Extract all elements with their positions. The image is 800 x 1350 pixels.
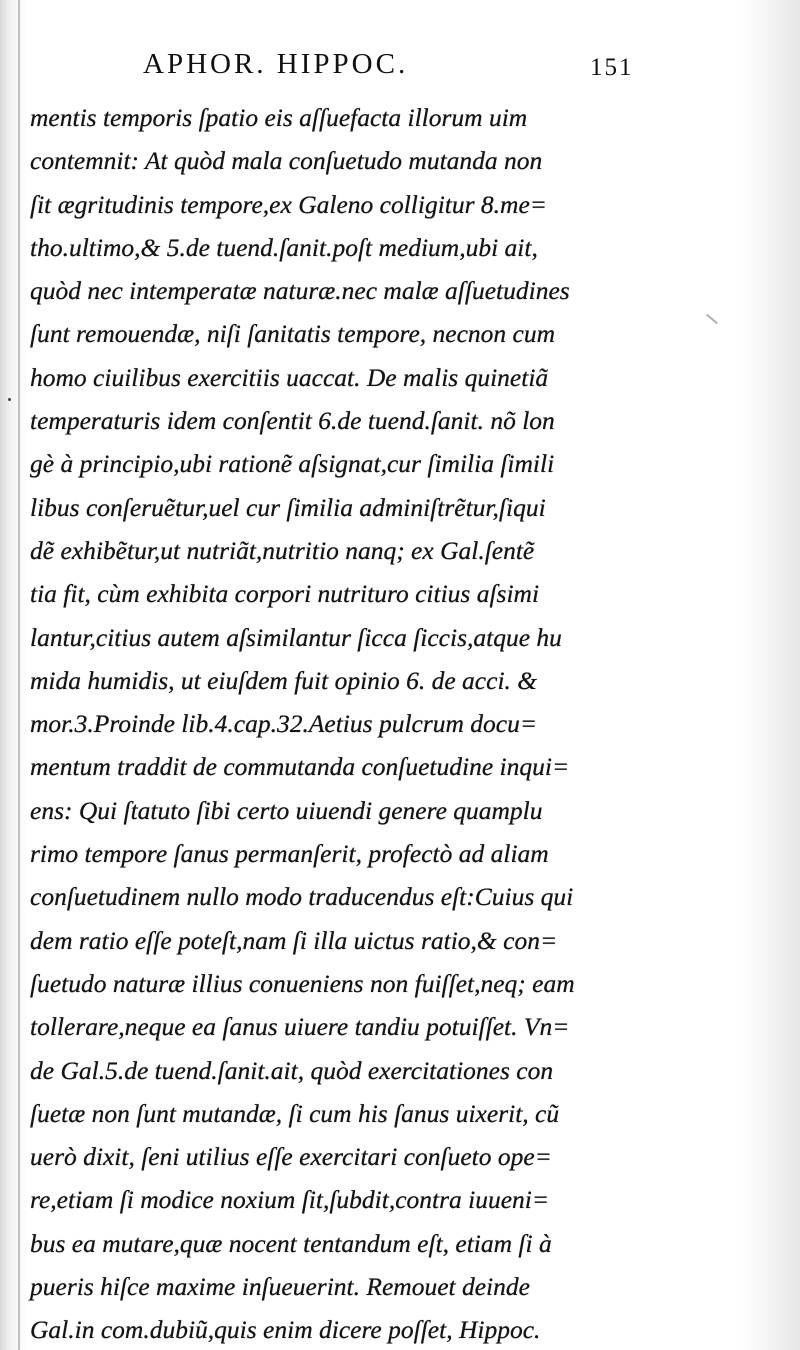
text-line: de Gal.5.de tuend.ſanit.ait, quòd exercitationes con	[30, 1055, 554, 1085]
text-line: conſuetudinem nullo modo traducendus eſt:Cuius qui	[30, 882, 574, 912]
text-line: ſit ægritudinis tempore,ex Galeno colligitur 8.me=	[30, 189, 547, 219]
body-text	[30, 96, 690, 1350]
text-line: pueris hiſce maxime inſueuerint. Remouet deinde	[30, 1272, 530, 1302]
text-line: contemnit: At quòd mala conſuetudo mutanda non	[30, 146, 543, 176]
page-number: 151	[590, 54, 634, 81]
page-header	[0, 48, 800, 92]
text-line: mor.3.Proinde lib.4.cap.32.Aetius pulcrum docu=	[30, 709, 538, 739]
text-line: lantur,citius autem aſsimilantur ſicca ſiccis,atque hu	[30, 622, 562, 652]
text-line: homo ciuilibus exercitiis uaccat. De malis quinetiã	[30, 362, 549, 392]
stray-ink-dot	[8, 398, 11, 401]
text-line: ſuetæ non ſunt mutandæ, ſi cum his ſanus uixerit, cũ	[30, 1098, 560, 1128]
text-line: dẽ exhibẽtur,ut nutriãt,nutritio nanq; ex Gal.ſentẽ	[30, 535, 535, 565]
text-line: temperaturis idem conſentit 6.de tuend.ſanit. nõ lon	[30, 406, 555, 436]
text-line: bus ea mutare,quæ nocent tentandum eſt, etiam ſi à	[30, 1228, 552, 1258]
text-line: tho.ultimo,& 5.de tuend.ſanit.poſt medium,ubi ait,	[30, 232, 538, 262]
text-line: ſunt remouendæ, niſi ſanitatis tempore, necnon cum	[30, 319, 556, 349]
text-line: tollerare,neque ea ſanus uiuere tandiu potuiſſet. Vn=	[30, 1012, 570, 1042]
text-line: rimo tempore ſanus permanſerit, profectò ad aliam	[30, 839, 549, 869]
text-line: mentis temporis ſpatio eis aſſuefacta illorum uim	[30, 103, 528, 132]
text-line: gè à principio,ubi rationẽ aſsignat,cur ſimilia ſimili	[30, 449, 555, 479]
text-line: re,etiam ſi modice noxium ſit,ſubdit,contra iuueni=	[30, 1185, 550, 1215]
text-line: quòd nec intemperatæ naturæ.nec malæ aſſuetudines	[30, 276, 570, 306]
text-line: ens: Qui ſtatuto ſibi certo uiuendi genere quamplu	[30, 795, 543, 825]
text-line: uerò dixit, ſeni utilius eſſe exercitari conſueto ope=	[30, 1142, 552, 1172]
running-head: APHOR. HIPPOC.	[143, 48, 409, 80]
page-gutter-edge	[18, 0, 20, 1350]
text-line: tia fit, cùm exhibita corpori nutrituro citius aſsimi	[30, 579, 540, 609]
text-line: mentum traddit de commutanda conſuetudine inqui=	[30, 752, 570, 782]
text-line: libus conſeruẽtur,uel cur ſimilia adminiſtrẽtur,ſiqui	[30, 492, 546, 522]
text-line: mida humidis, ut eiuſdem fuit opinio 6. de acci. &	[30, 665, 538, 695]
text-line: ſuetudo naturæ illius conueniens non fuiſſet,neq; eam	[30, 968, 575, 998]
text-line: dem ratio eſſe poteſt,nam ſi illa uictus ratio,& con=	[30, 925, 558, 955]
text-line: Gal.in com.dubiũ,quis enim dicere poſſet, Hippoc.	[30, 1315, 541, 1345]
